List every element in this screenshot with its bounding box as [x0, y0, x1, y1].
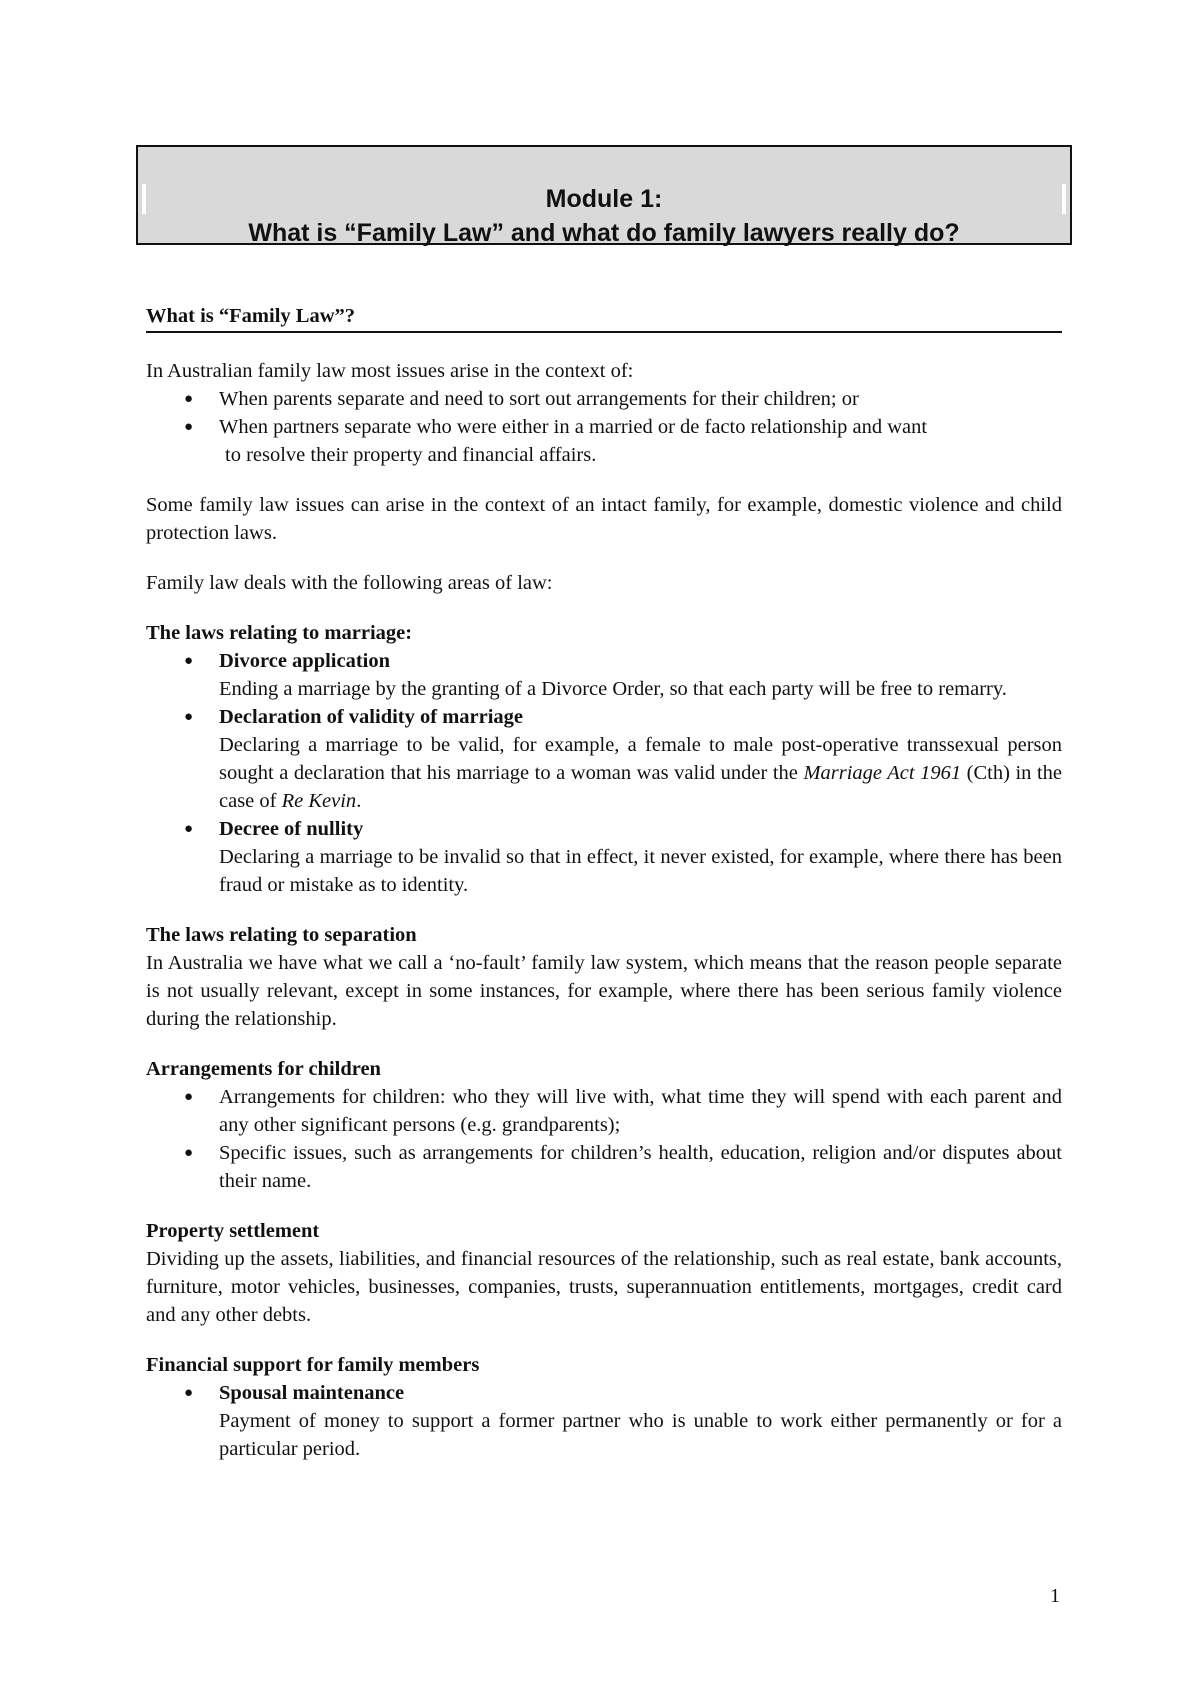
marriage-item-body: Ending a marriage by the granting of a Divorce Order, so that each party will be free to remarry.	[219, 678, 1007, 700]
children-item: ● Arrangements for children: who they will live with, what time they will spend with each parent and any other significant persons (e.g. grandparents);	[146, 1083, 1062, 1139]
property-heading: Property settlement	[146, 1220, 320, 1242]
intro-bullet-2-line2: to resolve their property and financial affairs.	[225, 444, 597, 466]
module-title-line1: Module 1:	[545, 185, 663, 213]
support-list	[146, 1379, 1062, 1463]
module-title-line2: What is “Family Law” and what do family lawyers really do?	[248, 219, 960, 247]
title-box-right-mark	[1062, 184, 1066, 214]
intro-bullet-2-line1: When partners separate who were either in a married or de facto relationship and want	[219, 416, 928, 438]
title-box-left-mark	[142, 184, 146, 214]
section-heading-what-is-family-law: What is “Family Law”?	[146, 302, 1062, 333]
support-item-body: Payment of money to support a former partner who is unable to work either permanently or for a particular period.	[219, 1410, 1062, 1460]
marriage-item-nullity	[146, 815, 1062, 899]
areas-intro-paragraph: Family law deals with the following areas of law:	[146, 572, 553, 594]
module-title-box	[136, 145, 1072, 245]
marriage-item-body: Declaring a marriage to be invalid so that in effect, it never existed, for example, where there has been fraud or mistake as to identity.	[219, 846, 1062, 896]
separation-heading: The laws relating to separation	[146, 924, 417, 946]
support-item-title: ● Spousal maintenance	[219, 1382, 405, 1404]
case-citation: Re Kevin	[281, 790, 357, 812]
intro-bullet-1: ● When parents separate and need to sort out arrangements for their children; or	[146, 385, 1062, 413]
marriage-heading: The laws relating to marriage:	[146, 622, 413, 644]
marriage-item-body: Declaring a marriage to be valid, for example, a female to male post-operative transsexual person sought a declaration that his marriage to a woman was valid under the Marriage Act 1961 (Cth) in the case of Re Kevin.	[219, 734, 1062, 812]
act-citation: Marriage Act 1961	[803, 762, 962, 784]
marriage-item-title: ● Declaration of validity of marriage	[219, 706, 524, 728]
intact-family-paragraph: Some family law issues can arise in the context of an intact family, for example, domestic violence and child protection laws.	[146, 494, 1062, 544]
children-heading: Arrangements for children	[146, 1058, 381, 1080]
marriage-item-title: ● Divorce application	[219, 650, 391, 672]
intro-paragraph: In Australian family law most issues arise in the context of:	[146, 360, 634, 382]
page-number: 1	[1050, 1585, 1060, 1607]
intro-bullet-list	[146, 385, 1062, 469]
marriage-item-divorce	[146, 647, 1062, 703]
document-body	[146, 302, 1062, 1485]
children-list	[146, 1083, 1062, 1195]
separation-paragraph: In Australia we have what we call a ‘no-fault’ family law system, which means that the reason people separate is not usually relevant, except in some instances, for example, where there has been serious family violence during the relationship.	[146, 952, 1062, 1030]
property-paragraph: Dividing up the assets, liabilities, and financial resources of the relationship, such as real estate, bank accounts, furniture, motor vehicles, businesses, companies, trusts, superannuation entitlements, mortgages, credit card and any other debts.	[146, 1248, 1062, 1326]
support-heading: Financial support for family members	[146, 1354, 480, 1376]
marriage-item-title: ● Decree of nullity	[219, 818, 364, 840]
support-item-spousal-maintenance	[146, 1379, 1062, 1463]
marriage-list	[146, 647, 1062, 899]
marriage-item-validity	[146, 703, 1062, 815]
children-item: ● Specific issues, such as arrangements for children’s health, education, religion and/or disputes about their name.	[146, 1139, 1062, 1195]
intro-bullet-2	[146, 413, 1062, 469]
